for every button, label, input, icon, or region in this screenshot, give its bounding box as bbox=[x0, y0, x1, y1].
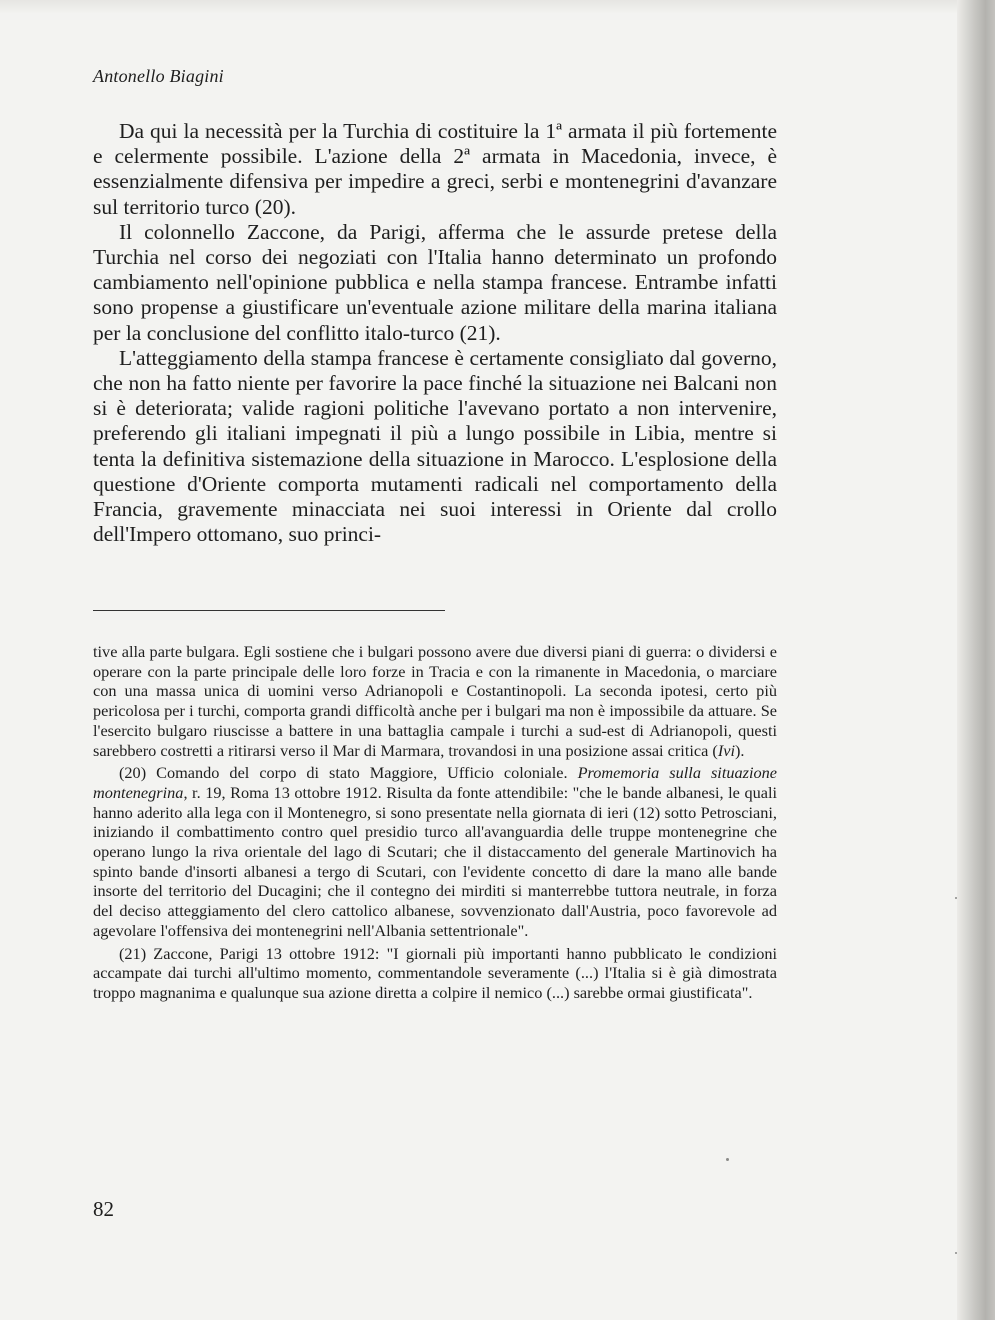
running-head: Antonello Biagini bbox=[93, 66, 224, 86]
footnotes bbox=[93, 642, 777, 1003]
scan-speck bbox=[955, 897, 957, 899]
scan-speck bbox=[726, 1158, 729, 1161]
footnote-20 bbox=[93, 763, 777, 940]
main-text bbox=[93, 119, 777, 547]
body-paragraph: Da qui la necessità per la Turchia di costituire la 1ª armata il più fortemente e celermente possibile. L'azione della 2ª armata in Macedonia, invece, è essenzialmente difensiva per impedire a greci, serbi e montenegrini d'avanzare sul territorio turco (20). bbox=[93, 119, 777, 219]
footnote-20-lead: (20) Comando del corpo di stato Maggiore, Ufficio coloniale. bbox=[119, 763, 578, 783]
footnote-20-title: Promemoria sulla situazione montenegrina bbox=[93, 763, 777, 802]
page-top-shadow bbox=[0, 0, 957, 14]
page-number: 82 bbox=[93, 1197, 114, 1221]
footnote-continuation-end: ). bbox=[734, 740, 745, 760]
footnote-continuation-text: tive alla parte bulgara. Egli sostiene che i bulgari possono avere due diversi piani di guerra: o dividersi e operare con la parte principale delle loro forze in Tracia e con la rimanente in Macedonia, o marciare con una massa unica di uomini verso Adrianopoli e Costantinopoli. La seconda ipotesi, certo più pericolosa per i turchi, comporta grandi difficoltà anche per i bulgari ma non è impossibile da attuare. Se l'esercito bulgaro riuscisse a battere in una battaglia campale i turchi a sud-est di Adrianopoli, questi sarebbero costretti a ritirarsi verso il Mar di Marmara, trovandosi in una posizione assai critica ( bbox=[93, 642, 777, 760]
footnote-continuation bbox=[93, 642, 777, 760]
scan-speck bbox=[955, 1252, 957, 1254]
body-paragraph: Il colonnello Zaccone, da Parigi, afferma che le assurde pretese della Turchia nel corso dei negoziati con l'Italia hanno determinato un profondo cambiamento nell'opinione pubblica e nella stampa francese. Entrambe infatti sono propense a giustificare un'eventuale azione militare della marina italiana per la conclusione del conflitto italo-turco (21). bbox=[93, 219, 777, 345]
footnote-separator bbox=[93, 610, 445, 611]
body-paragraph: L'atteggiamento della stampa francese è certamente consigliato dal governo, che non ha fatto niente per favorire la pace finché la situazione nei Balcani non si è deteriorata; valide ragioni politiche l'avevano portato a non intervenire, preferendo gli italiani impegnati il più a lungo possibile in Libia, mentre si tenta la definitiva sistemazione della situazione in Marocco. L'esplosione della questione d'Oriente comporta mutamenti radicali nel comportamento della Francia, gravemente minacciata nei suoi interessi in Oriente dal crollo dell'Impero ottomano, suo princi- bbox=[93, 345, 777, 547]
footnote-20-rest: , r. 19, Roma 13 ottobre 1912. Risulta da fonte attendibile: "che le bande albanesi, le quali hanno aderito alla lega con il Montenegro, si sono presentate nella giornata di ieri (12) sotto Petrosciani, iniziando il combattimento contro quel presidio turco all'avanguardia delle truppe montenegrine che operano lungo la riva orientale del lago di Scutari; che il distaccamento del generale Martinovich ha spinto bande d'insorti albanesi a tergo di Scutari, con l'evidente concetto di dare la mano alle bande insorte del territorio del Ducagini; che il contegno dei mirditi si manterrebbe tuttora neutrale, in forza del deciso atteggiamento del clero cattolico albanese, sovvenzionato dall'Austria, poco favorevole ad agevolare l'offensiva dei montenegrini nell'Albania settentrionale". bbox=[93, 782, 777, 940]
footnote-ivi: Ivi bbox=[717, 740, 735, 760]
page-gutter-shadow bbox=[957, 0, 995, 1320]
footnote-21: (21) Zaccone, Parigi 13 ottobre 1912: "I giornali più importanti hanno pubblicato le condizioni accampate dai turchi all'ultimo momento, commentandole severamente (...) l'Italia si è già dimostrata troppo magnanima e qualunque sua azione diretta a colpire il nemico (...) sarebbe ormai giustificata". bbox=[93, 943, 777, 1002]
